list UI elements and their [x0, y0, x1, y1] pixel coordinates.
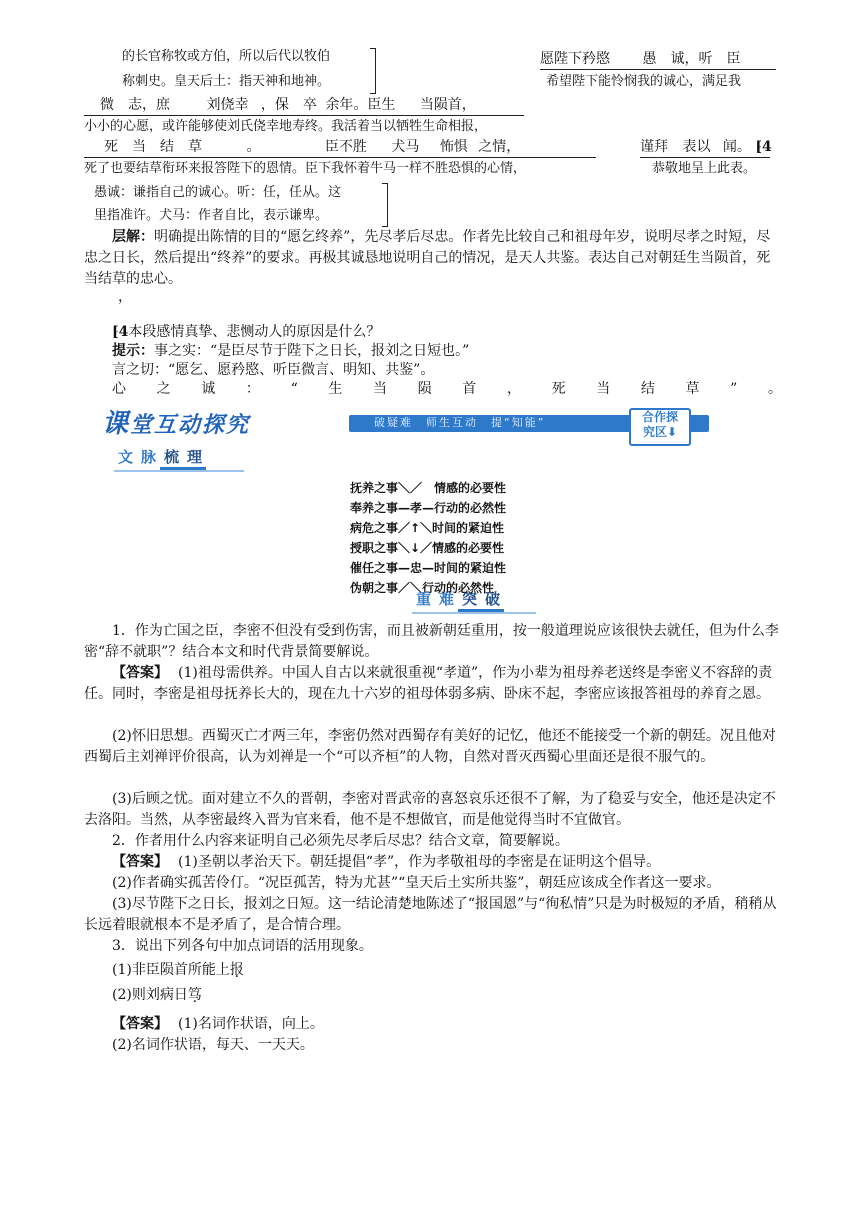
banner-title: 课堂互动探究 [102, 409, 251, 439]
cooperative-zone-button[interactable]: 合作探 究区⬇ [629, 408, 691, 446]
question-3-sentence-1: (1)非臣陨首所能上报 [112, 962, 244, 978]
answer-2-part-2: (2)作者确实孤苦伶仃。“况臣孤苦，特为尤甚”“皇天后土实所共鉴”，朝廷应该成全作者这一要求。 [112, 875, 721, 891]
mindmap-row: 抚养之事＼／ 情感的必要性 [350, 481, 507, 495]
annotation-line: 愚诚：谦指自己的诚心。听：任，任从。这 [94, 185, 342, 200]
structure-mindmap [350, 478, 570, 598]
mindmap-row: 伪朝之事／＼行动的必然性 [350, 581, 495, 595]
translation-line: 恭敬地呈上此表。 [652, 161, 757, 176]
hint-spread-line: 心 之 诚 ： “ 生 当 陨 首 ， 死 当 结 草 ” 。 [112, 381, 782, 397]
annotation-line: 的长官称牧或方伯，所以后代以牧伯 [122, 49, 331, 64]
answer-1-part-3: (3)后顾之忧。面对建立不久的晋朝，李密对晋武帝的喜怒哀乐还很不了解，为了稳妥与安全，他还是决定不去洛阳。当然，从李密最终入晋为官来看，他不是不想做官，而是他觉得当时不宜做官。 [84, 791, 776, 828]
answer-3-part-1: 【答案】 (1)名词作状语，向上。 [112, 1016, 324, 1032]
annotation-bracket [370, 48, 376, 94]
question-line: ⁅4本段感情真挚、悲恻动人的原因是什么？ [112, 324, 381, 340]
question-marker-icon[interactable]: ⁅4 [755, 139, 772, 155]
translation-line: 希望陛下能怜悯我的诚心，满足我 [546, 74, 742, 89]
section-banner [84, 408, 690, 438]
question-1: 1．作为亡国之臣，李密不但没有受到伤害，而且被新朝廷重用，按一般道理说应该很快去就任，但为什么李密“辞不就职”？结合本文和时代背景简要解说。 [84, 623, 779, 660]
original-text-line: 微 志，庶 刘侥幸 ，保 卒 余年。臣生 当陨首， [84, 98, 524, 116]
analysis-paragraph: 层解：明确提出陈情的目的“愿乞终养”，先尽孝后尽忠。作者先比较自己和祖母年岁，说明尽孝之时短，尽忠之日长，然后提出“终养”的要求。再极其诚恳地说明自己的情况，是天人共鉴。表达自己对朝廷生当陨首，死当结草的忠心。 [84, 229, 771, 287]
original-text-line: 谨拜 表以 闻。 ⁅4 [640, 140, 770, 158]
mindmap-row: 催任之事—忠—时间的紧迫性 [350, 561, 507, 575]
question-3: 3．说出下列各句中加点词语的活用现象。 [112, 938, 373, 954]
mindmap-row: 授职之事＼↓／情感的必要性 [350, 541, 505, 555]
banner-subtitle: 破疑难 师生互动 提“知能” [374, 416, 546, 429]
original-text-line: 愿陛下矜愍 愚 诚，听 臣 [540, 52, 776, 70]
answer-3-part-2: (2)名词作状语，每天、一天天。 [112, 1037, 314, 1053]
answer-2-part-1: 【答案】 (1)圣朝以孝治天下。朝廷提倡“孝”，作为孝敬祖母的李密是在证明这个倡导。 [112, 854, 661, 870]
question-2: 2．作者用什么内容来证明自己必须先尽孝后尽忠？结合文章，简要解说。 [112, 833, 569, 849]
answer-2-part-3: (3)尽节陛下之日长，报刘之日短。这一结论清楚地陈述了“报国恩”与“徇私情”只是为时极短的矛盾，稍稍从长远着眼就根本不是矛盾了，是合情合理。 [84, 896, 777, 933]
original-text-line: 死 当 结 草 。 臣不胜 犬马 怖惧 之情， [84, 140, 596, 158]
translation-line: 死了也要结草衔环来报答陛下的恩情。臣下我怀着牛马一样不胜恐惧的心情， [84, 161, 527, 176]
annotation-bracket [382, 183, 388, 227]
annotation-line: 里指准许。犬马：作者自比，表示谦卑。 [94, 208, 329, 223]
translation-line: 小小的心愿，或许能够使刘氏侥幸地寿终。我活着当以牺牲生命相报， [84, 119, 488, 134]
hint-line: 言之切：“愿乞、愿矜愍、听臣微言、明知、共鉴”。 [112, 362, 435, 378]
stray-comma: ， [118, 289, 132, 305]
question-3-sentence-2: (2)则刘病日笃 [112, 987, 202, 1003]
answer-1-part-1: 【答案】 (1)祖母需供养。中国人自古以来就很重视“孝道”，作为小辈为祖母养老送终是李密义不容辞的责任。同时，李密是祖母抚养长大的，现在九十六岁的祖母体弱多病、卧床不起，李密应该报答祖母的养育之恩。 [84, 665, 773, 702]
annotation-line: 称刺史。皇天后土：指天神和地神。 [122, 74, 331, 89]
mindmap-row: 病危之事／↑＼时间的紧迫性 [350, 521, 505, 535]
section-tag-context: 文 脉 梳 理 [114, 448, 244, 472]
question-marker-icon[interactable]: ⁅4 [112, 324, 129, 340]
answer-1-part-2: (2)怀旧思想。西蜀灭亡才两三年，李密仍然对西蜀存有美好的记忆，他还不能接受一个新的朝廷。况且他对西蜀后主刘禅评价很高，认为刘禅是一个“可以齐桓”的人物，自然对晋灭西蜀心里面还是很不服气的。 [84, 728, 776, 765]
mindmap-row: 奉养之事—孝—行动的必然性 [350, 501, 507, 515]
section-tag-breakthrough: 重 难 突 破 [412, 590, 536, 614]
hint-line: 提示：事之实：“是臣尽节于陛下之日长，报刘之日短也。” [112, 343, 470, 359]
